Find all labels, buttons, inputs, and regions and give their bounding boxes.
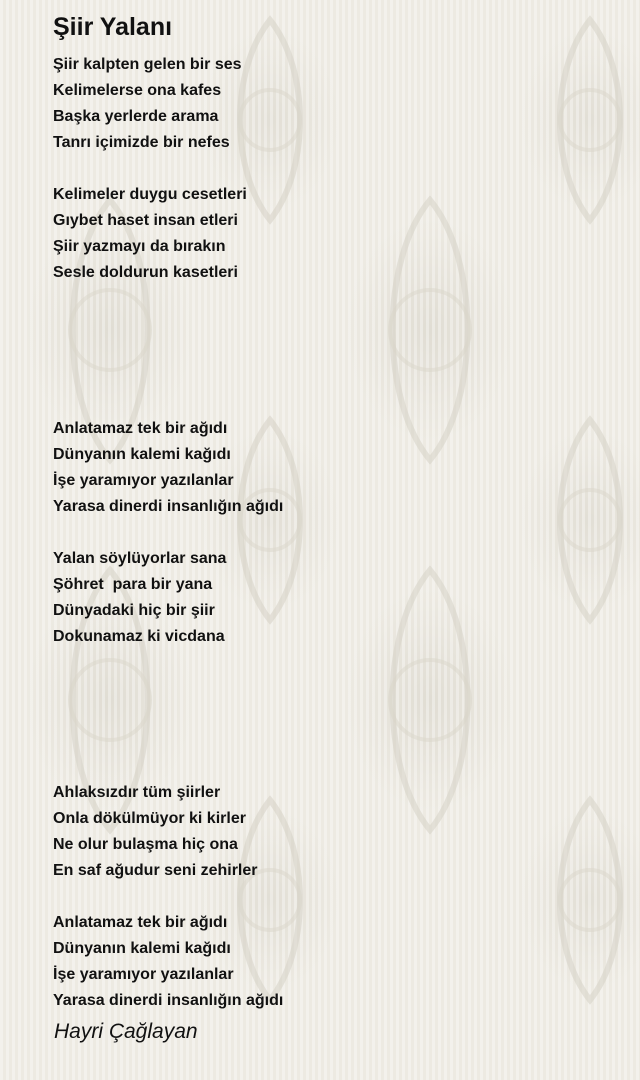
poem-line: Dünyadaki hiç bir şiir	[53, 602, 215, 619]
poem-line: Dokunamaz ki vicdana	[53, 628, 225, 645]
poem-line: Başka yerlerde arama	[53, 108, 219, 125]
poem-line: Ne olur bulaşma hiç ona	[53, 836, 238, 853]
stanza	[53, 52, 613, 156]
stanza-gap	[53, 156, 613, 182]
poem-line: Dünyanın kalemi kağıdı	[53, 446, 231, 463]
poem-author: Hayri Çağlayan	[54, 1020, 198, 1043]
poem-line: İşe yaramıyor yazılanlar	[53, 472, 234, 489]
section-gap	[53, 286, 613, 416]
poem-line: Anlatamaz tek bir ağıdı	[53, 420, 228, 437]
stanza	[53, 910, 613, 1014]
poem-line: Yalan söylüyorlar sana	[53, 550, 227, 567]
poem-line: En saf ağudur seni zehirler	[53, 862, 258, 879]
poem-line: Yarasa dinerdi insanlığın ağıdı	[53, 992, 284, 1009]
poem-line: Gıybet haset insan etleri	[53, 212, 238, 229]
stanza	[53, 780, 613, 884]
poem-body	[53, 52, 613, 1014]
stanza-gap	[53, 884, 613, 910]
stanza-gap	[53, 520, 613, 546]
stanza	[53, 182, 613, 286]
stanza	[53, 546, 613, 650]
poem-line: Şiir yazmayı da bırakın	[53, 238, 226, 255]
poem-line: Şöhret para bir yana	[53, 576, 213, 593]
poem-line: Sesle doldurun kasetleri	[53, 264, 238, 281]
poem-title: Şiir Yalanı	[53, 13, 173, 41]
poem-line: Anlatamaz tek bir ağıdı	[53, 914, 228, 931]
poem-line: Dünyanın kalemi kağıdı	[53, 940, 231, 957]
poem-line: Kelimeler duygu cesetleri	[53, 186, 247, 203]
poem-line: Tanrı içimizde bir nefes	[53, 134, 230, 151]
poem-line: Şiir kalpten gelen bir ses	[53, 56, 242, 73]
poem-line: Ahlaksızdır tüm şiirler	[53, 784, 221, 801]
poem-line: Yarasa dinerdi insanlığın ağıdı	[53, 498, 284, 515]
poem-line: Kelimelerse ona kafes	[53, 82, 222, 99]
section-gap	[53, 650, 613, 780]
poem-line: Onla dökülmüyor ki kirler	[53, 810, 246, 827]
poem-line: İşe yaramıyor yazılanlar	[53, 966, 234, 983]
stanza	[53, 416, 613, 520]
